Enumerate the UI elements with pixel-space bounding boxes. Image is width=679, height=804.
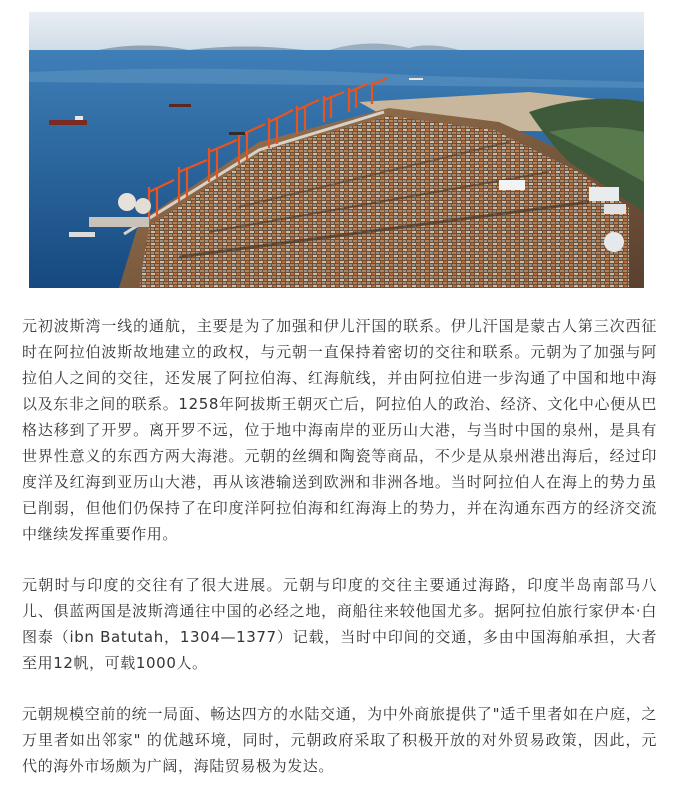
port-photo-illustration xyxy=(29,12,644,288)
paragraph-trade-environment: 元朝规模空前的统一局面、畅达四方的水陆交通，为中外商旅提供了"适千里者如在户庭，之万里者如出邻家" 的优越环境，同时，元朝政府采取了积极开放的对外贸易政策，因此，元代的海外市场颇为广阔，海陆贸易极为发达。 xyxy=(22,705,657,775)
article-body xyxy=(22,313,657,804)
port-aerial-photo xyxy=(29,12,644,288)
paragraph-india-relations: 元朝时与印度的交往有了很大进展。元朝与印度的交往主要通过海路，印度半岛南部马八儿、俱蓝两国是波斯湾通往中国的必经之地，商船往来较他国尤多。据阿拉伯旅行家伊本·白图泰（ibn Batutah，1304—1377）记载，当时中印间的交通，多由中国海舶承担，大者至用12帆，可载1000人。 xyxy=(22,576,657,672)
paragraph-persian-gulf-route: 元初波斯湾一线的通航，主要是为了加强和伊儿汗国的联系。伊儿汗国是蒙古人第三次西征时在阿拉伯波斯故地建立的政权，与元朝一直保持着密切的交往和联系。元朝为了加强与阿拉伯人之间的交往，还发展了阿拉伯海、红海航线，并由阿拉伯进一步沟通了中国和地中海以及东非之间的联系。1258年阿拔斯王朝灭亡后，阿拉伯人的政治、经济、文化中心便从巴格达移到了开罗。离开罗不远，位于地中海南岸的亚历山大港，与当时中国的泉州，是具有世界性意义的东西方两大海港。元朝的丝绸和陶瓷等商品，不少是从泉州港出海后，经过印度洋及红海到亚历山大港，再从该港输送到欧洲和非洲各地。当时阿拉伯人在海上的势力虽已削弱，但他们仍保持了在印度洋阿拉伯海和红海海上的势力，并在沟通东西方的经济交流中继续发挥重要作用。 xyxy=(22,317,657,543)
